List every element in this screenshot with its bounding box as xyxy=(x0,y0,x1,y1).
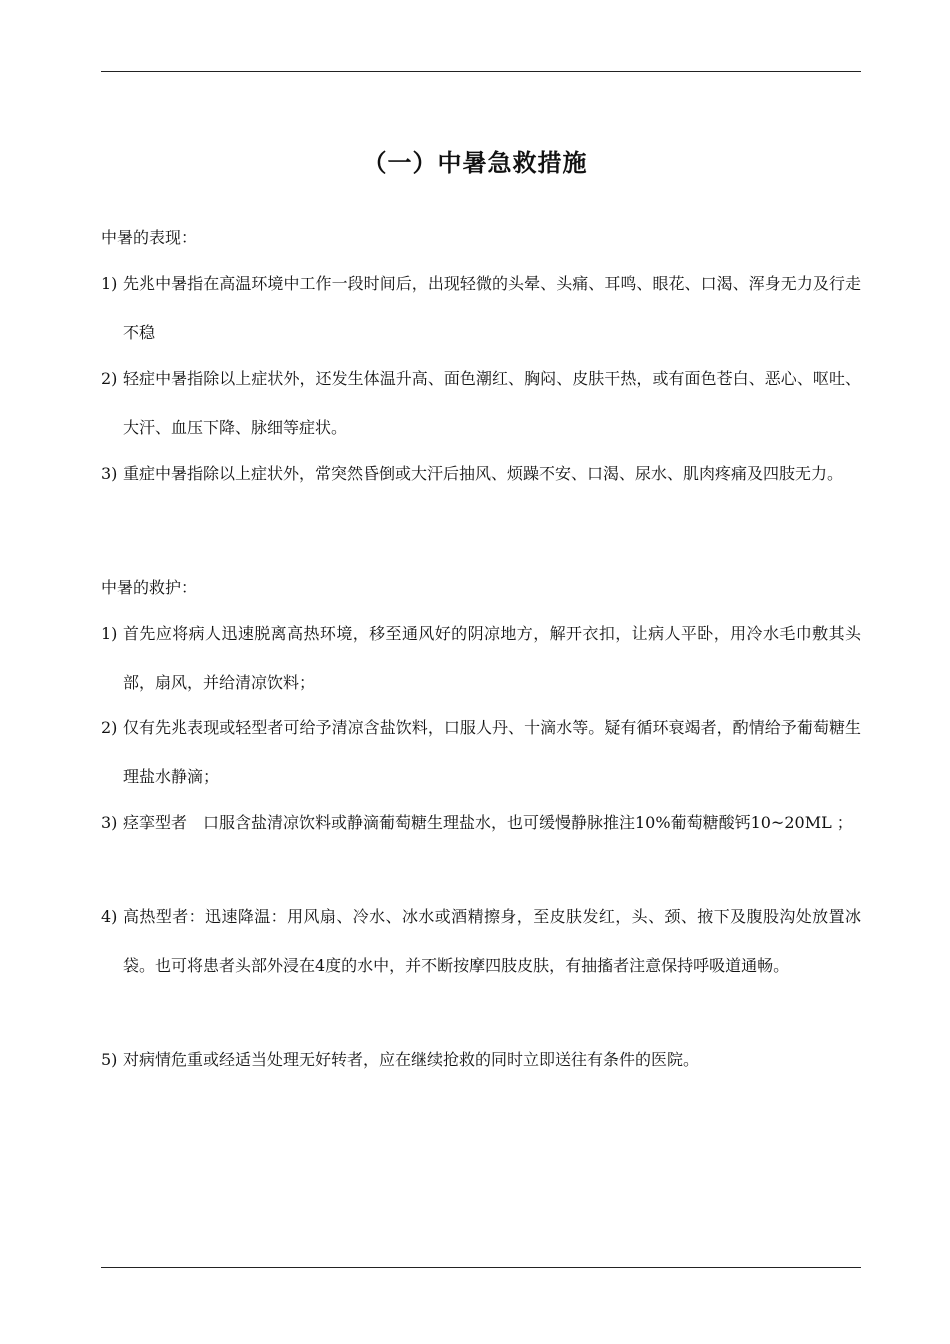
list-item-text: 仅有先兆表现或轻型者可给予清凉含盐饮料，口服人丹、十滴水等。疑有循环衰竭者，酌情给予葡萄糖生理盐水静滴； xyxy=(123,718,861,786)
list-item-text: 轻症中暑指除以上症状外，还发生体温升高、面色潮红、胸闷、皮肤干热，或有面色苍白、恶心、呕吐、大汗、血压下降、脉细等症状。 xyxy=(123,369,861,437)
list-number: 4) xyxy=(101,907,118,926)
list-item-text: 痉挛型者 口服含盐清凉饮料或静滴葡萄糖生理盐水，也可缓慢静脉推注10%葡萄糖酸钙10~20ML ； xyxy=(123,813,853,832)
footer-rule xyxy=(101,1267,861,1268)
list-number: 2) xyxy=(101,369,118,388)
symptom-item-3 xyxy=(101,449,861,498)
rescue-item-1 xyxy=(101,609,861,707)
rescue-heading: 中暑的救护： xyxy=(101,578,198,597)
list-number: 3) xyxy=(101,464,118,483)
rescue-item-5 xyxy=(101,1035,861,1084)
list-item-text: 对病情危重或经适当处理无好转者，应在继续抢救的同时立即送往有条件的医院。 xyxy=(123,1050,700,1069)
symptom-item-2 xyxy=(101,354,861,452)
list-item-text: 首先应将病人迅速脱离高热环境，移至通风好的阴凉地方，解开衣扣，让病人平卧，用冷水毛巾敷其头部，扇风，并给清凉饮料； xyxy=(123,624,861,692)
symptom-item-1 xyxy=(101,259,861,357)
list-number: 3) xyxy=(101,813,118,832)
list-number: 1) xyxy=(101,274,118,293)
list-number: 5) xyxy=(101,1050,118,1069)
list-item-text: 先兆中暑指在高温环境中工作一段时间后，出现轻微的头晕、头痛、耳鸣、眼花、口渴、浑身无力及行走不稳 xyxy=(123,274,861,342)
page-title: （一）中暑急救措施 xyxy=(362,149,588,177)
list-item-text: 重症中暑指除以上症状外，常突然昏倒或大汗后抽风、烦躁不安、口渴、尿水、肌肉疼痛及四肢无力。 xyxy=(123,464,844,483)
header-rule xyxy=(101,71,861,72)
list-number: 1) xyxy=(101,624,118,643)
rescue-item-4 xyxy=(101,892,861,990)
symptoms-heading: 中暑的表现： xyxy=(101,228,198,247)
list-number: 2) xyxy=(101,718,118,737)
rescue-item-2 xyxy=(101,703,861,801)
rescue-item-3 xyxy=(101,798,861,847)
list-item-text: 高热型者：迅速降温：用风扇、冷水、冰水或酒精擦身，至皮肤发红，头、颈、掖下及腹股沟处放置冰袋。也可将患者头部外浸在4度的水中，并不断按摩四肢皮肤，有抽搐者注意保持呼吸道通畅。 xyxy=(123,907,861,975)
